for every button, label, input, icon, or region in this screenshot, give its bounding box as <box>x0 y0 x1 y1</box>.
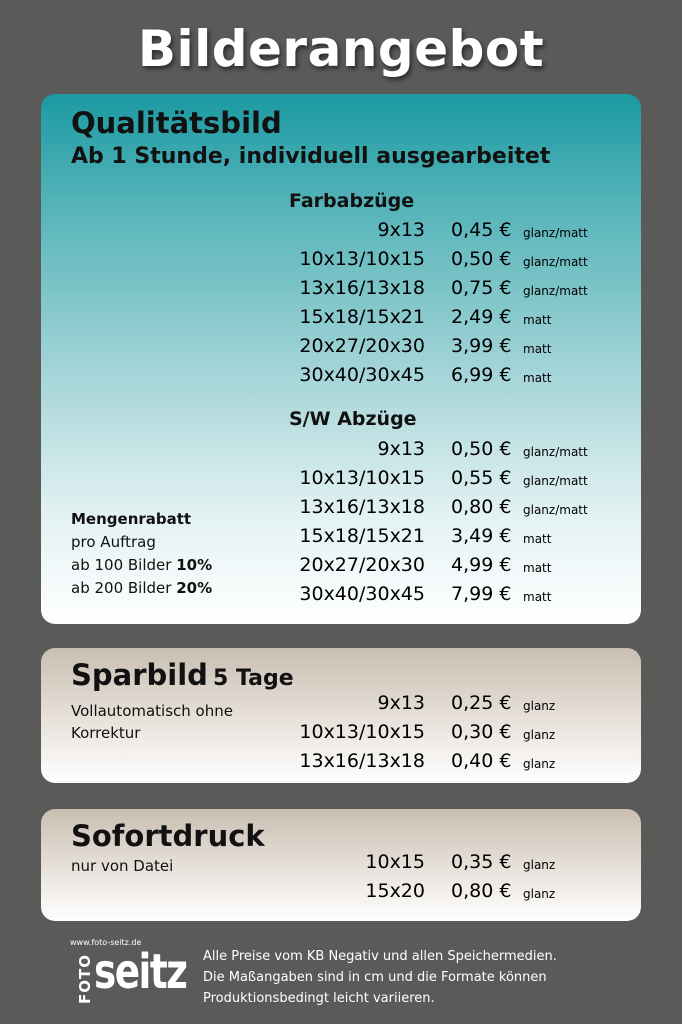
panel-sparbild <box>41 648 641 783</box>
format-size: 20x27/20x30 <box>299 335 425 357</box>
format-size: 30x40/30x45 <box>299 583 425 605</box>
sw-abzuege-label: S/W Abzüge <box>289 408 417 430</box>
farbabzuege-label: Farbabzüge <box>289 190 415 212</box>
paper-finish: matt <box>523 342 552 356</box>
price-value: 0,25 € <box>451 692 512 714</box>
price-value: 6,99 € <box>451 364 512 386</box>
mengenrabatt-box <box>71 508 212 600</box>
price-value: 0,75 € <box>451 277 512 299</box>
price-value: 0,45 € <box>451 219 512 241</box>
mengenrabatt-line2 <box>71 554 212 577</box>
price-row <box>41 750 641 779</box>
format-size: 15x20 <box>365 880 425 902</box>
format-size: 15x18/15x21 <box>299 525 425 547</box>
sparbild-heading: Sparbild <box>71 658 208 692</box>
sparbild-heading-line <box>71 658 294 692</box>
paper-finish: matt <box>523 561 552 575</box>
price-value: 2,49 € <box>451 306 512 328</box>
sofortdruck-heading: Sofortdruck <box>71 819 265 853</box>
mengenrabatt-line3-pct: 20% <box>176 579 213 597</box>
price-row <box>41 692 641 721</box>
format-size: 9x13 <box>377 692 425 714</box>
format-size: 10x13/10x15 <box>299 467 425 489</box>
format-size: 13x16/13x18 <box>299 750 425 772</box>
footer-note <box>203 946 557 1009</box>
foto-seitz-logo <box>68 938 188 1002</box>
format-size: 13x16/13x18 <box>299 496 425 518</box>
price-value: 0,30 € <box>451 721 512 743</box>
price-row <box>41 467 641 496</box>
panel-qualitaetsbild <box>41 94 641 624</box>
price-row <box>41 277 641 306</box>
format-size: 10x15 <box>365 851 425 873</box>
paper-finish: matt <box>523 371 552 385</box>
sofortdruck-note: nur von Datei <box>71 857 174 875</box>
mengenrabatt-line3 <box>71 577 212 600</box>
price-value: 3,99 € <box>451 335 512 357</box>
paper-finish: glanz <box>523 887 556 901</box>
paper-finish: glanz/matt <box>523 226 588 240</box>
footer-line3: Produktionsbedingt leicht variieren. <box>203 991 435 1006</box>
format-size: 10x13/10x15 <box>299 721 425 743</box>
format-size: 20x27/20x30 <box>299 554 425 576</box>
paper-finish: matt <box>523 532 552 546</box>
paper-finish: glanz/matt <box>523 255 588 269</box>
mengenrabatt-line1: pro Auftrag <box>71 533 156 551</box>
price-row <box>41 880 641 909</box>
format-size: 9x13 <box>377 438 425 460</box>
mengenrabatt-line3-text: ab 200 Bilder <box>71 579 177 597</box>
paper-finish: matt <box>523 590 552 604</box>
price-value: 0,55 € <box>451 467 512 489</box>
sparbild-note-line1: Vollautomatisch ohne <box>71 702 233 720</box>
price-value: 0,50 € <box>451 438 512 460</box>
mengenrabatt-title: Mengenrabatt <box>71 510 192 528</box>
price-value: 3,49 € <box>451 525 512 547</box>
format-size: 30x40/30x45 <box>299 364 425 386</box>
price-row <box>41 721 641 750</box>
price-row <box>41 851 641 880</box>
price-row <box>41 438 641 467</box>
paper-finish: glanz/matt <box>523 474 588 488</box>
price-value: 0,35 € <box>451 851 512 873</box>
price-value: 0,40 € <box>451 750 512 772</box>
page-title: Bilderangebot <box>137 20 545 78</box>
price-row <box>41 306 641 335</box>
footer-line2: Die Maßangaben sind in cm und die Formate können <box>203 970 547 985</box>
qualitaet-subheading: Ab 1 Stunde, individuell ausgearbeitet <box>71 144 551 169</box>
price-row <box>41 248 641 277</box>
footer-line1: Alle Preise vom KB Negativ und allen Speichermedien. <box>203 949 557 964</box>
price-value: 0,80 € <box>451 880 512 902</box>
price-value: 0,50 € <box>451 248 512 270</box>
sparbild-heading-suffix: 5 Tage <box>213 666 294 691</box>
paper-finish: glanz/matt <box>523 284 588 298</box>
mengenrabatt-line2-text: ab 100 Bilder <box>71 556 177 574</box>
price-value: 4,99 € <box>451 554 512 576</box>
format-size: 10x13/10x15 <box>299 248 425 270</box>
panel-sofortdruck <box>41 809 641 921</box>
price-row <box>41 364 641 393</box>
price-row <box>41 335 641 364</box>
mengenrabatt-line2-pct: 10% <box>176 556 213 574</box>
sparbild-note-line2: Korrektur <box>71 724 141 742</box>
price-row <box>41 219 641 248</box>
logo-seitz: seitz <box>94 944 187 1000</box>
paper-finish: glanz/matt <box>523 445 588 459</box>
logo-url: www.foto-seitz.de <box>70 938 142 947</box>
format-size: 9x13 <box>377 219 425 241</box>
logo-foto: FOTO <box>75 954 94 1004</box>
format-size: 13x16/13x18 <box>299 277 425 299</box>
paper-finish: glanz <box>523 728 556 742</box>
format-size: 15x18/15x21 <box>299 306 425 328</box>
paper-finish: glanz <box>523 699 556 713</box>
qualitaet-heading: Qualitätsbild <box>71 106 282 140</box>
paper-finish: glanz <box>523 858 556 872</box>
paper-finish: glanz <box>523 757 556 771</box>
price-value: 0,80 € <box>451 496 512 518</box>
paper-finish: matt <box>523 313 552 327</box>
paper-finish: glanz/matt <box>523 503 588 517</box>
price-value: 7,99 € <box>451 583 512 605</box>
